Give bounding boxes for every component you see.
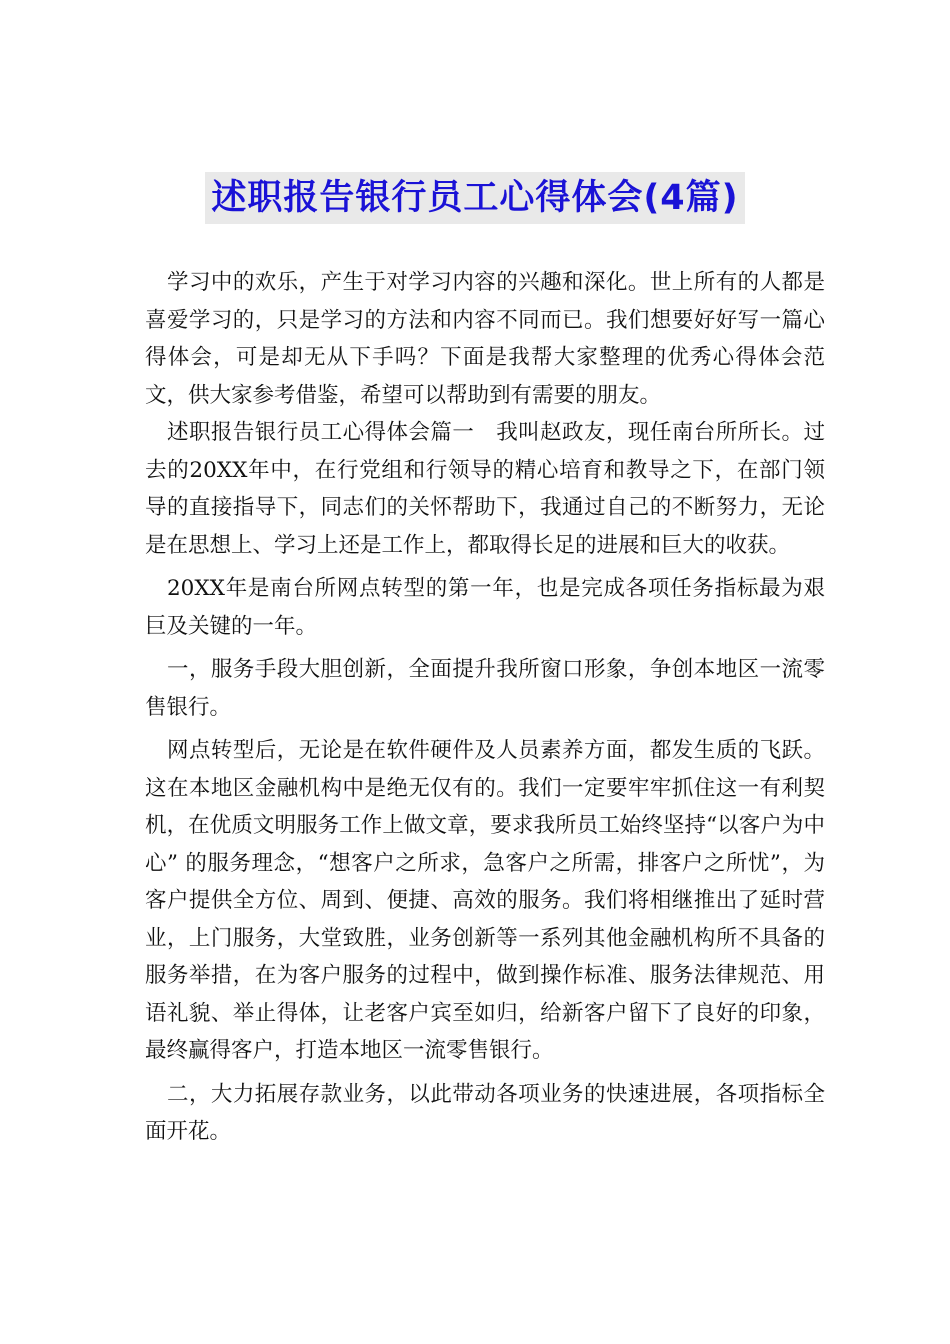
paragraph-section-two-heading: 二，大力拓展存款业务，以此带动各项业务的快速进展，各项指标全面开花。 xyxy=(145,1081,825,1144)
document-title: 述职报告银行员工心得体会(4篇) xyxy=(205,172,744,224)
paragraph-self-intro: 述职报告银行员工心得体会篇一 我叫赵政友，现任南台所所长。过去的20XX年中，在行党组和行领导的精心培育和教导之下，在部门领导的直接指导下，同志们的关怀帮助下，我通过自己的不断努力，无论是在思想上、学习上还是工作上，都取得长足的进展和巨大的收获。 xyxy=(145,420,825,558)
title-container xyxy=(0,172,950,224)
document-body xyxy=(145,264,825,1151)
paragraph-intro: 学习中的欢乐，产生于对学习内容的兴趣和深化。世上所有的人都是喜爱学习的，只是学习的方法和内容不同而已。我们想要好好写一篇心得体会，可是却无从下手吗？下面是我帮大家整理的优秀心得体会范文，供大家参考借鉴，希望可以帮助到有需要的朋友。 xyxy=(145,270,825,408)
paragraph-section-one-heading: 一，服务手段大胆创新，全面提升我所窗口形象，争创本地区一流零售银行。 xyxy=(145,657,825,720)
paragraph-section-one-body: 网点转型后，无论是在软件硬件及人员素养方面，都发生质的飞跃。这在本地区金融机构中是绝无仅有的。我们一定要牢牢抓住这一有利契机，在优质文明服务工作上做文章，要求我所员工始终坚持“以客户为中心” 的服务理念，“想客户之所求，急客户之所需，排客户之所忧”，为客户提供全方位、周到、便捷、高效的服务。我们将相继推出了延时营业，上门服务，大堂致胜，业务创新等一系列其他金融机构所不具备的服务举措，在为客户服务的过程中，做到操作标准、服务法律规范、用语礼貌、举止得体，让老客户宾至如归，给新客户留下了良好的印象，最终赢得客户，打造本地区一流零售银行。 xyxy=(145,738,825,1063)
paragraph-year-overview: 20XX年是南台所网点转型的第一年，也是完成各项任务指标最为艰巨及关键的一年。 xyxy=(145,576,825,639)
